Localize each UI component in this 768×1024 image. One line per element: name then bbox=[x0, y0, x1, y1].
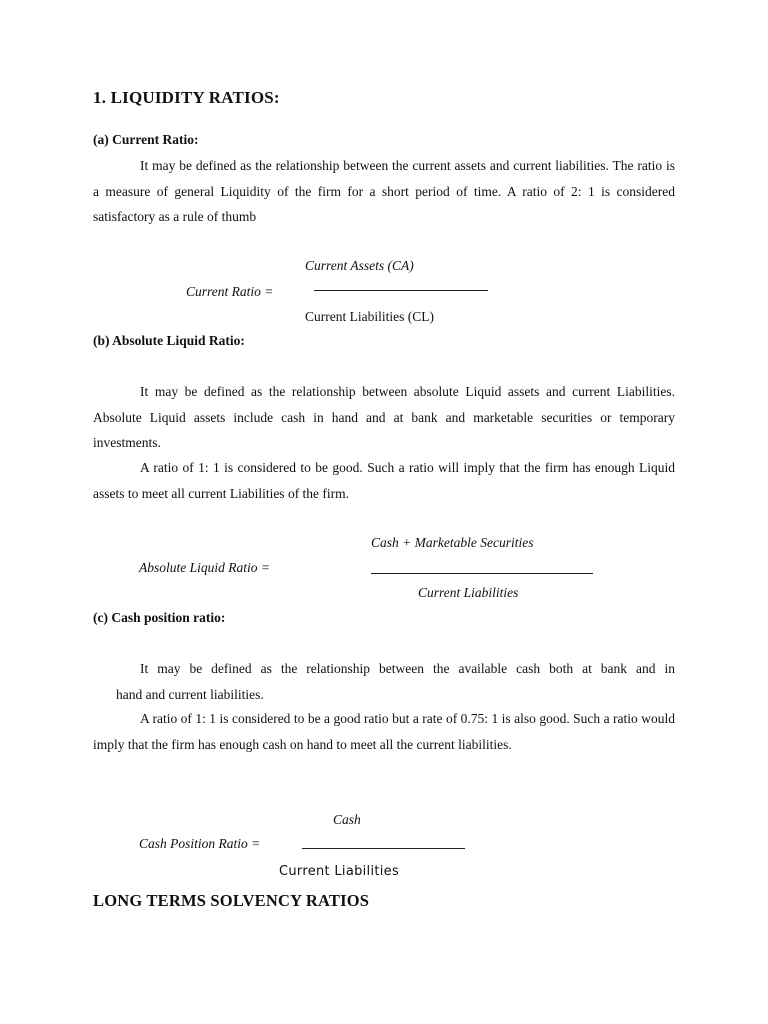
cash-position-formula-label: Cash Position Ratio = bbox=[139, 836, 261, 851]
current-ratio-paragraph: It may be defined as the relationship between the current assets and current liabilities. The ratio is a measure of general Liquidity of the firm for a short period of time. A ratio of 2: 1 is considered satisfactory as a rule of thumb bbox=[93, 158, 675, 224]
subheading-absolute-liquid-ratio: (b) Absolute Liquid Ratio: bbox=[93, 333, 245, 348]
section-heading-liquidity: 1. LIQUIDITY RATIOS: bbox=[93, 88, 280, 107]
current-ratio-denominator: Current Liabilities (CL) bbox=[305, 309, 434, 324]
cash-position-numerator: Cash bbox=[333, 812, 361, 827]
absolute-liquid-denominator: Current Liabilities bbox=[418, 585, 519, 600]
cash-position-fraction-line bbox=[302, 848, 465, 849]
absolute-liquid-fraction-line bbox=[371, 573, 593, 574]
subheading-cash-position-ratio: (c) Cash position ratio: bbox=[93, 610, 226, 625]
cash-position-paragraph-1 bbox=[93, 656, 675, 707]
absolute-liquid-numerator: Cash + Marketable Securities bbox=[371, 535, 534, 550]
cash-position-denominator: Current Liabilities bbox=[279, 864, 400, 879]
section-heading-long-term-solvency: LONG TERMS SOLVENCY RATIOS bbox=[93, 891, 370, 910]
subheading-current-ratio: (a) Current Ratio: bbox=[93, 132, 199, 147]
absolute-liquid-formula-label: Absolute Liquid Ratio = bbox=[139, 560, 270, 575]
cash-position-paragraph-1-line-2: hand and current liabilities. bbox=[116, 686, 264, 702]
absolute-liquid-paragraph-2: A ratio of 1: 1 is considered to be good. Such a ratio will imply that the firm has enough Liquid assets to meet all current Liabilities of the firm. bbox=[93, 460, 675, 501]
current-ratio-fraction-line bbox=[314, 290, 488, 291]
cash-position-paragraph-1-line-1: It may be defined as the relationship between the available cash both at bank and in bbox=[140, 661, 675, 676]
current-ratio-numerator: Current Assets (CA) bbox=[305, 258, 414, 273]
cash-position-paragraph-2: A ratio of 1: 1 is considered to be a good ratio but a rate of 0.75: 1 is also good. Such a ratio would imply that the firm has enough cash on hand to meet all the current liabilities. bbox=[93, 711, 675, 752]
absolute-liquid-paragraph-1: It may be defined as the relationship between absolute Liquid assets and current Liabilities. Absolute Liquid assets include cash in hand and at bank and marketable securities or temporary investments. bbox=[93, 384, 675, 450]
current-ratio-formula-label: Current Ratio = bbox=[186, 284, 274, 299]
